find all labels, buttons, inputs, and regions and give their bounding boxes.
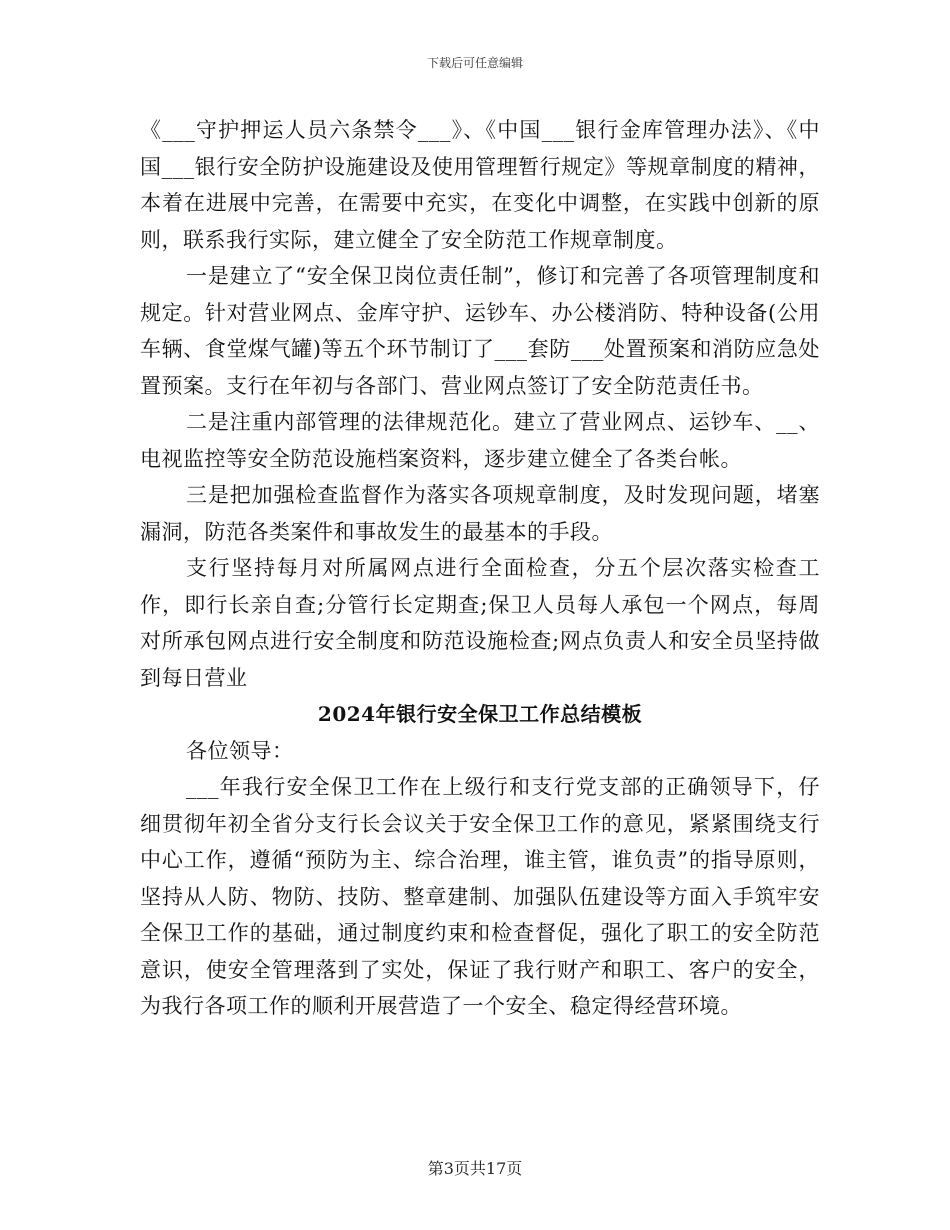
paragraph-regulations: 《___守护押运人员六条禁令___》、《中国___银行金库管理办法》、《中国___银行安全防护设施建设及使用管理暂行规定》等规章制度的精神，本着在进展中完善，在需要中充实，在变化中调整，在实践中创新的原则，联系我行实际，建立健全了安全防范工作规章制度。: [140, 118, 820, 252]
paragraph-inspection: 支行坚持每月对所属网点进行全面检查，分五个层次落实检查工作，即行长亲自查;分管行长定期查;保卫人员每人承包一个网点，每周对所承包网点进行安全制度和防范设施检查;网点负责人和安全员坚持做到每日营业: [140, 556, 820, 690]
document-content: [140, 112, 820, 1025]
paragraph-second-point: 二是注重内部管理的法律规范化。建立了营业网点、运钞车、__、电视监控等安全防范设施档案资料，逐步建立健全了各类台帐。: [140, 410, 820, 471]
paragraph-third-point: 三是把加强检查监督作为落实各项规章制度，及时发现问题，堵塞漏洞，防范各类案件和事故发生的最基本的手段。: [140, 483, 820, 544]
page-footer: 第3页共17页: [427, 1159, 523, 1178]
page-header: 下载后可任意编辑: [426, 56, 523, 70]
paragraph-summary: ___年我行安全保卫工作在上级行和支行党支部的正确领导下，仔细贯彻年初全省分支行长会议关于安全保卫工作的意见，紧紧围绕支行中心工作，遵循“预防为主、综合治理，谁主管，谁负责”的指导原则，坚持从人防、物防、技防、整章建制、加强队伍建设等方面入手筑牢安全保卫工作的基础，通过制度约束和检查督促，强化了职工的安全防范意识，使安全管理落到了实处，保证了我行财产和职工、客户的安全，为我行各项工作的顺利开展营造了一个安全、稳定得经营环境。: [140, 775, 820, 1018]
salutation: 各位领导：: [186, 738, 294, 763]
document-title: 2024年银行安全保卫工作总结模板: [317, 702, 643, 726]
paragraph-first-point: 一是建立了“安全保卫岗位责任制”，修订和完善了各项管理制度和规定。针对营业网点、金库守护、运钞车、办公楼消防、特种设备(公用车辆、食堂煤气罐)等五个环节制订了___套防___处置预案和消防应急处置预案。支行在年初与各部门、营业网点签订了安全防范责任书。: [140, 264, 820, 398]
